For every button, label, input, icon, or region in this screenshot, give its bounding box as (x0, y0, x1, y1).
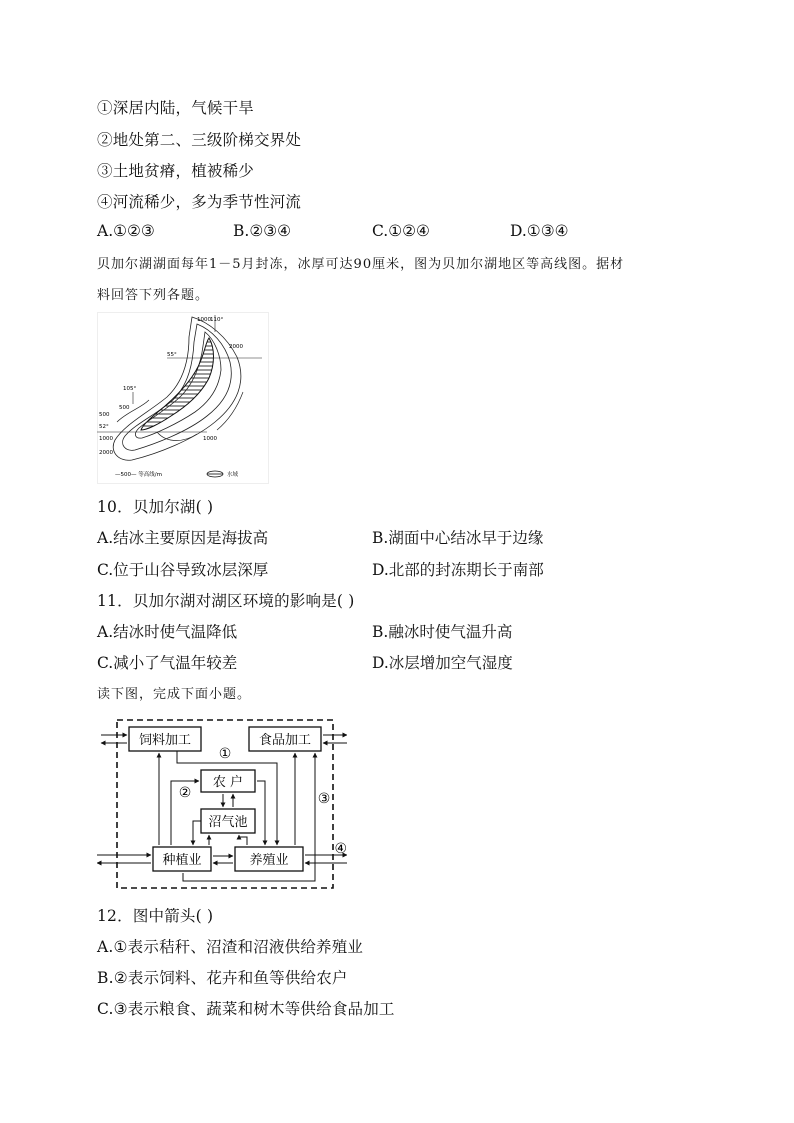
q10-stem: 10．贝加尔湖( ) (97, 498, 214, 516)
legend-water: 水域 (227, 472, 239, 478)
map-label-2000-right: 2000 (229, 344, 243, 350)
map-label-55: 55° (167, 352, 177, 358)
read-instruction: 读下图，完成下面小题。 (97, 687, 252, 702)
livestock-label: 养殖业 (249, 853, 289, 868)
q10-option-a: A.结冰主要原因是海拔高 (97, 529, 269, 547)
passage-line-2: 料回答下列各题。 (97, 288, 210, 303)
crop-label: 种植业 (162, 853, 202, 868)
statement-4: ④河流稀少，多为季节性河流 (97, 193, 302, 211)
passage-line-1: 贝加尔湖湖面每年1－5月封冻，冰厚可达90厘米，图为贝加尔湖地区等高线图。据材 (97, 257, 625, 272)
legend-contour: —500— 等高线/m (115, 472, 162, 478)
agri-flowchart (97, 715, 347, 895)
q9-option-b: B.②③④ (233, 222, 292, 240)
q12-option-b: B.②表示饲料、花卉和鱼等供给农户 (97, 969, 348, 987)
feed-label: 饲料加工 (138, 733, 192, 748)
farmer-label: 农 户 (212, 775, 244, 790)
biogas-label: 沼气池 (208, 815, 248, 830)
statement-3: ③土地贫瘠，植被稀少 (97, 162, 255, 180)
q11-option-d: D.冰层增加空气湿度 (372, 654, 513, 672)
map-label-1000-bottom: 1000 (203, 436, 217, 442)
map-label-500-b: 500 (99, 412, 110, 418)
q9-option-a: A.①②③ (97, 222, 155, 240)
map-label-1000-top: 1000 (197, 317, 211, 323)
q11-option-a: A.结冰时使气温降低 (97, 623, 238, 641)
mark-2: ② (178, 785, 192, 801)
q10-option-b: B.湖面中心结冰早于边缘 (372, 529, 544, 547)
q12-option-a: A.①表示秸秆、沼渣和沼液供给养殖业 (97, 938, 364, 956)
mark-3: ③ (317, 791, 331, 807)
statement-2: ②地处第二、三级阶梯交界处 (97, 131, 302, 149)
map-label-1000-left: 1000 (99, 436, 113, 442)
q10-option-d: D.北部的封冻期长于南部 (372, 561, 544, 579)
statement-1: ①深居内陆，气候干旱 (97, 99, 255, 117)
q12-stem: 12．图中箭头( ) (97, 907, 214, 925)
map-label-105: 105° (123, 386, 137, 392)
map-label-110: 110° (210, 317, 224, 323)
q11-option-c: C.减小了气温年较差 (97, 654, 238, 672)
q9-option-d: D.①③④ (510, 222, 569, 240)
baikal-contour-map (97, 312, 269, 484)
q9-option-c: C.①②④ (372, 222, 430, 240)
food-label: 食品加工 (258, 733, 312, 748)
q11-stem: 11．贝加尔湖对湖区环境的影响是( ) (97, 592, 355, 610)
map-label-500-a: 500 (119, 405, 130, 411)
legend-water-swatch (207, 471, 223, 477)
q11-option-b: B.融冰时使气温升高 (372, 623, 513, 641)
map-label-2000-left: 2000 (99, 450, 113, 456)
mark-4: ④ (334, 841, 347, 857)
map-label-52: 52° (99, 424, 109, 430)
q10-option-c: C.位于山谷导致冰层深厚 (97, 561, 269, 579)
q12-option-c: C.③表示粮食、蔬菜和树木等供给食品加工 (97, 1000, 395, 1018)
mark-1: ① (218, 746, 232, 762)
